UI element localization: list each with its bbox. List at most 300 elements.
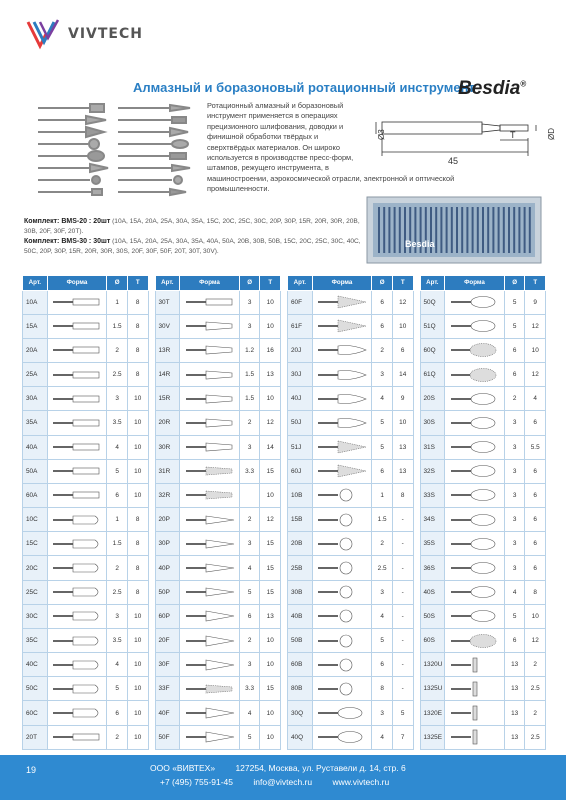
cell-t: 10 (260, 701, 281, 725)
cell-diameter: 2.5 (107, 580, 128, 604)
cell-art: 61Q (420, 363, 445, 387)
round-shape-icon (51, 705, 103, 721)
cell-art: 35S (420, 532, 445, 556)
col-header-t: T (525, 276, 546, 291)
table-row (23, 483, 149, 507)
cell-shape (47, 338, 107, 362)
cell-t: 14 (260, 435, 281, 459)
cell-shape (180, 653, 240, 677)
conedot-shape-icon (316, 439, 368, 455)
box-label: Besdia (405, 239, 435, 249)
cell-diameter: 5 (372, 435, 393, 459)
table-row (288, 725, 414, 749)
col-header-d: Ø (372, 276, 393, 291)
cell-t: 10 (127, 653, 148, 677)
col-header-art: Арт. (155, 276, 180, 291)
cell-art: 51Q (420, 314, 445, 338)
table-row (155, 435, 281, 459)
cell-diameter: 3 (372, 580, 393, 604)
cell-art: 30T (155, 290, 180, 314)
ovaldot-shape-icon (449, 633, 501, 649)
cell-t: 15 (260, 580, 281, 604)
oval-shape-icon (449, 415, 501, 431)
cell-shape (445, 387, 505, 411)
flame-shape-icon (316, 415, 368, 431)
cell-art: 30B (288, 580, 313, 604)
cell-shape (445, 725, 505, 749)
cell-t: 10 (260, 290, 281, 314)
cell-diameter: 5 (372, 628, 393, 652)
cell-art: 30P (155, 532, 180, 556)
cell-diameter: 1.5 (107, 532, 128, 556)
table-row (155, 508, 281, 532)
cell-diameter: 2 (239, 628, 260, 652)
footer-phone: +7 (495) 755-91-45 (160, 777, 234, 787)
cell-diameter: 6 (372, 459, 393, 483)
cell-diameter: 4 (372, 725, 393, 749)
cyl-shape-icon (51, 294, 103, 310)
cell-shape (445, 314, 505, 338)
header (0, 0, 566, 64)
oval-shape-icon (316, 729, 368, 745)
cell-t: 5 (392, 701, 413, 725)
cell-art: 36S (420, 556, 445, 580)
conedot-shape-icon (316, 294, 368, 310)
cyl-shape-icon (51, 463, 103, 479)
cell-shape (47, 677, 107, 701)
cell-diameter: 1.5 (372, 508, 393, 532)
cell-shape (312, 580, 372, 604)
cell-shape (47, 435, 107, 459)
table-row (155, 314, 281, 338)
cell-diameter: 4 (372, 387, 393, 411)
table-row (420, 363, 546, 387)
cell-t: 4 (525, 387, 546, 411)
tools-photo (34, 100, 196, 200)
cell-shape (47, 483, 107, 507)
taper-shape-icon (184, 415, 236, 431)
oval-shape-icon (449, 294, 501, 310)
cell-diameter: 3 (107, 604, 128, 628)
cell-shape (47, 363, 107, 387)
cell-t: 10 (127, 628, 148, 652)
cell-art: 30V (155, 314, 180, 338)
cell-art: 40A (23, 435, 48, 459)
cell-t: 10 (260, 387, 281, 411)
cell-t: 10 (127, 725, 148, 749)
cell-diameter: 1.5 (239, 387, 260, 411)
taperdot-shape-icon (184, 487, 236, 503)
ball-shape-icon (316, 657, 368, 673)
cell-t: 8 (127, 556, 148, 580)
page-title: Алмазный и боразоновый ротационный инструмент (133, 80, 475, 95)
cell-t: 12 (525, 628, 546, 652)
dim-length: 45 (448, 156, 459, 166)
cyl-shape-icon (51, 487, 103, 503)
table-row (288, 532, 414, 556)
cell-t: 12 (392, 290, 413, 314)
cell-shape (47, 725, 107, 749)
tools-table (155, 275, 282, 750)
cell-t: 13 (260, 363, 281, 387)
tool-drawing (368, 108, 556, 188)
cell-art: 60Q (420, 338, 445, 362)
table-row (23, 677, 149, 701)
cell-art: 40C (23, 653, 48, 677)
cell-art: 25C (23, 580, 48, 604)
dim-d3: Ø3 (377, 129, 386, 140)
cell-art: 32R (155, 483, 180, 507)
oval-shape-icon (449, 560, 501, 576)
cell-shape (47, 387, 107, 411)
cell-t: 10 (127, 701, 148, 725)
cell-shape (445, 411, 505, 435)
cell-art: 31R (155, 459, 180, 483)
cell-t: 13 (392, 459, 413, 483)
cell-art: 15R (155, 387, 180, 411)
cell-shape (312, 411, 372, 435)
table-row (288, 580, 414, 604)
cell-diameter: 5 (504, 314, 525, 338)
page-number: 19 (26, 765, 37, 775)
cell-diameter: 13 (504, 677, 525, 701)
col-header-t: T (260, 276, 281, 291)
disc-shape-icon (449, 729, 501, 745)
table-row (288, 387, 414, 411)
cell-art: 40B (288, 604, 313, 628)
cell-t: 15 (260, 556, 281, 580)
cell-shape (445, 653, 505, 677)
cell-t: 2 (525, 701, 546, 725)
cell-art: 50J (288, 411, 313, 435)
cell-art: 20P (155, 508, 180, 532)
table-row (23, 363, 149, 387)
cell-diameter: 3 (239, 290, 260, 314)
ball-shape-icon (316, 608, 368, 624)
cell-shape (445, 483, 505, 507)
flame-shape-icon (316, 367, 368, 383)
table-row (420, 653, 546, 677)
cell-t: 13 (392, 435, 413, 459)
cell-shape (180, 556, 240, 580)
cell-t: 8 (127, 338, 148, 362)
oval-shape-icon (449, 536, 501, 552)
cell-t: - (392, 532, 413, 556)
table-row (420, 483, 546, 507)
cell-shape (312, 483, 372, 507)
cell-diameter: 2 (239, 411, 260, 435)
table-row (23, 701, 149, 725)
cell-art: 35C (23, 628, 48, 652)
col-header-shape: Форма (445, 276, 505, 291)
cell-t: 8 (127, 314, 148, 338)
cell-diameter: 4 (107, 435, 128, 459)
table-row (420, 556, 546, 580)
oval-shape-icon (316, 705, 368, 721)
table-row (155, 411, 281, 435)
cell-shape (47, 556, 107, 580)
cell-t: 6 (392, 338, 413, 362)
cell-diameter: 3.3 (239, 459, 260, 483)
cyl-shape-icon (51, 729, 103, 745)
taper-shape-icon (184, 318, 236, 334)
cell-art: 20F (155, 628, 180, 652)
cell-diameter: 3 (504, 532, 525, 556)
footer-site[interactable]: www.vivtech.ru (332, 777, 390, 787)
cell-diameter: 5 (504, 604, 525, 628)
cell-shape (180, 314, 240, 338)
cell-art: 20T (23, 725, 48, 749)
table-row (155, 338, 281, 362)
cell-diameter: 3 (504, 483, 525, 507)
cell-shape (312, 290, 372, 314)
table-row (23, 387, 149, 411)
kit-name: Комплект: BMS-30 : 30шт (24, 238, 111, 245)
cell-art: 10C (23, 508, 48, 532)
cell-diameter: 4 (107, 653, 128, 677)
cell-shape (445, 677, 505, 701)
cell-shape (312, 314, 372, 338)
taper-shape-icon (184, 342, 236, 358)
cell-t: 2 (525, 653, 546, 677)
vivtech-logo[interactable] (26, 14, 216, 54)
cell-art: 30Q (288, 701, 313, 725)
cell-diameter: 3 (239, 435, 260, 459)
cell-shape (312, 556, 372, 580)
disc-shape-icon (449, 705, 501, 721)
kit-bms-20 (24, 217, 364, 236)
cell-t: 12 (260, 508, 281, 532)
cell-diameter: 1.5 (107, 314, 128, 338)
cell-art: 34S (420, 508, 445, 532)
cell-art: 15A (23, 314, 48, 338)
cell-diameter: 6 (372, 314, 393, 338)
table-row (420, 411, 546, 435)
col-header-d: Ø (107, 276, 128, 291)
cell-shape (180, 604, 240, 628)
footer-email[interactable]: info@vivtech.ru (253, 777, 313, 787)
cell-shape (180, 435, 240, 459)
oval-shape-icon (449, 391, 501, 407)
table-row (288, 508, 414, 532)
cell-diameter: 6 (107, 701, 128, 725)
table-row (420, 387, 546, 411)
disc-shape-icon (449, 657, 501, 673)
cell-art: 20A (23, 338, 48, 362)
cell-art: 30J (288, 363, 313, 387)
cell-diameter: 4 (239, 701, 260, 725)
cell-t: 10 (127, 435, 148, 459)
round-shape-icon (51, 536, 103, 552)
ball-shape-icon (316, 512, 368, 528)
cell-diameter: 8 (372, 677, 393, 701)
cell-shape (47, 508, 107, 532)
cyl-shape-icon (184, 294, 236, 310)
cell-shape (312, 532, 372, 556)
cell-diameter: 4 (372, 604, 393, 628)
cell-diameter: 4 (239, 556, 260, 580)
cell-art: 60S (420, 628, 445, 652)
cell-shape (47, 314, 107, 338)
cell-t: 8 (127, 363, 148, 387)
table-row (288, 435, 414, 459)
taper-shape-icon (184, 391, 236, 407)
cell-art: 10A (23, 290, 48, 314)
ball-shape-icon (316, 536, 368, 552)
cell-art: 60P (155, 604, 180, 628)
cell-t: 10 (260, 628, 281, 652)
cell-art: 51J (288, 435, 313, 459)
cell-shape (312, 508, 372, 532)
cell-shape (312, 338, 372, 362)
cell-art: 13R (155, 338, 180, 362)
cell-t: 5.5 (525, 435, 546, 459)
cell-t: 9 (392, 387, 413, 411)
footer-line-2 (160, 777, 407, 787)
cell-diameter: 1.2 (239, 338, 260, 362)
cell-diameter: 6 (107, 483, 128, 507)
cell-t: 10 (127, 411, 148, 435)
table-row (23, 435, 149, 459)
cyl-shape-icon (51, 439, 103, 455)
col-header-art: Арт. (420, 276, 445, 291)
cell-t: 10 (392, 411, 413, 435)
col-header-art: Арт. (23, 276, 48, 291)
cell-art: 20B (288, 532, 313, 556)
cell-shape (180, 483, 240, 507)
round-shape-icon (51, 681, 103, 697)
cell-t: 14 (392, 363, 413, 387)
table-row (155, 459, 281, 483)
cone-shape-icon (184, 633, 236, 649)
table-row (420, 314, 546, 338)
cell-diameter: 5 (239, 725, 260, 749)
cell-shape (47, 701, 107, 725)
cell-shape (47, 459, 107, 483)
oval-shape-icon (449, 439, 501, 455)
cell-diameter: 6 (239, 604, 260, 628)
ball-shape-icon (316, 584, 368, 600)
cell-shape (312, 701, 372, 725)
table-row (23, 580, 149, 604)
logo-text: VIVTECH (68, 26, 143, 42)
table-row (288, 338, 414, 362)
cell-art: 50Q (420, 290, 445, 314)
cell-t: 10 (127, 604, 148, 628)
point-shape-icon (184, 584, 236, 600)
cell-t: 8 (127, 532, 148, 556)
cell-t: 10 (392, 314, 413, 338)
cell-art: 20R (155, 411, 180, 435)
cell-t: 10 (127, 459, 148, 483)
cell-t: 10 (260, 725, 281, 749)
cell-t: 10 (127, 677, 148, 701)
table-row (288, 677, 414, 701)
vivtech-logo-icon (26, 16, 62, 52)
cell-shape (312, 459, 372, 483)
cell-diameter: 4 (504, 580, 525, 604)
tools-table (420, 275, 547, 750)
cell-shape (312, 653, 372, 677)
cell-shape (445, 363, 505, 387)
table-row (288, 483, 414, 507)
cell-diameter: 13 (504, 725, 525, 749)
cell-shape (445, 604, 505, 628)
cell-shape (47, 628, 107, 652)
table-row (420, 435, 546, 459)
table-row (420, 604, 546, 628)
kit-items: (10A, 15A, 20A, 25A, 30A, 35A, 15C, 20C, 25C, 30C, 20P, 30P, 15R, 20R, 30R, 20B, 30B, 20F, 30F, 20T). (24, 218, 360, 235)
table-row (23, 338, 149, 362)
table-row (420, 338, 546, 362)
cell-t: 7 (392, 725, 413, 749)
cell-shape (47, 604, 107, 628)
flame-shape-icon (316, 342, 368, 358)
ball-shape-icon (316, 633, 368, 649)
cell-t: 6 (525, 483, 546, 507)
cyl-shape-icon (51, 415, 103, 431)
cell-shape (180, 677, 240, 701)
cell-art: 30C (23, 604, 48, 628)
col-header-shape: Форма (312, 276, 372, 291)
cell-shape (312, 628, 372, 652)
table-row (420, 508, 546, 532)
cell-art: 10B (288, 483, 313, 507)
table-row (420, 725, 546, 749)
table-row (155, 677, 281, 701)
ball-shape-icon (316, 681, 368, 697)
cell-diameter: 2 (372, 532, 393, 556)
round-shape-icon (51, 560, 103, 576)
cell-t: 10 (525, 338, 546, 362)
cell-shape (445, 338, 505, 362)
cell-diameter: 3.3 (239, 677, 260, 701)
cell-shape (445, 532, 505, 556)
cell-art: 40P (155, 556, 180, 580)
table-row (288, 701, 414, 725)
cell-t: 10 (260, 483, 281, 507)
cell-t: - (392, 653, 413, 677)
ovaldot-shape-icon (449, 367, 501, 383)
oval-shape-icon (449, 584, 501, 600)
dim-t: T (510, 130, 516, 140)
cell-t: 6 (525, 459, 546, 483)
cell-diameter: 3 (239, 653, 260, 677)
cell-shape (445, 290, 505, 314)
cell-t: 8 (127, 508, 148, 532)
table-row (155, 628, 281, 652)
oval-shape-icon (449, 512, 501, 528)
cell-art: 60F (288, 290, 313, 314)
cell-diameter: 3 (504, 411, 525, 435)
brand-name: Besdia (458, 78, 521, 99)
cell-shape (180, 701, 240, 725)
table-row (288, 314, 414, 338)
cell-diameter: 6 (504, 628, 525, 652)
cell-art: 50A (23, 459, 48, 483)
cone-shape-icon (184, 608, 236, 624)
cell-diameter: 6 (504, 338, 525, 362)
disc-shape-icon (449, 681, 501, 697)
table-row (155, 580, 281, 604)
table-row (23, 532, 149, 556)
cyl-shape-icon (51, 342, 103, 358)
table-row (420, 290, 546, 314)
cell-diameter: 2 (239, 508, 260, 532)
ovaldot-shape-icon (449, 342, 501, 358)
cyl-shape-icon (51, 391, 103, 407)
cell-shape (312, 387, 372, 411)
